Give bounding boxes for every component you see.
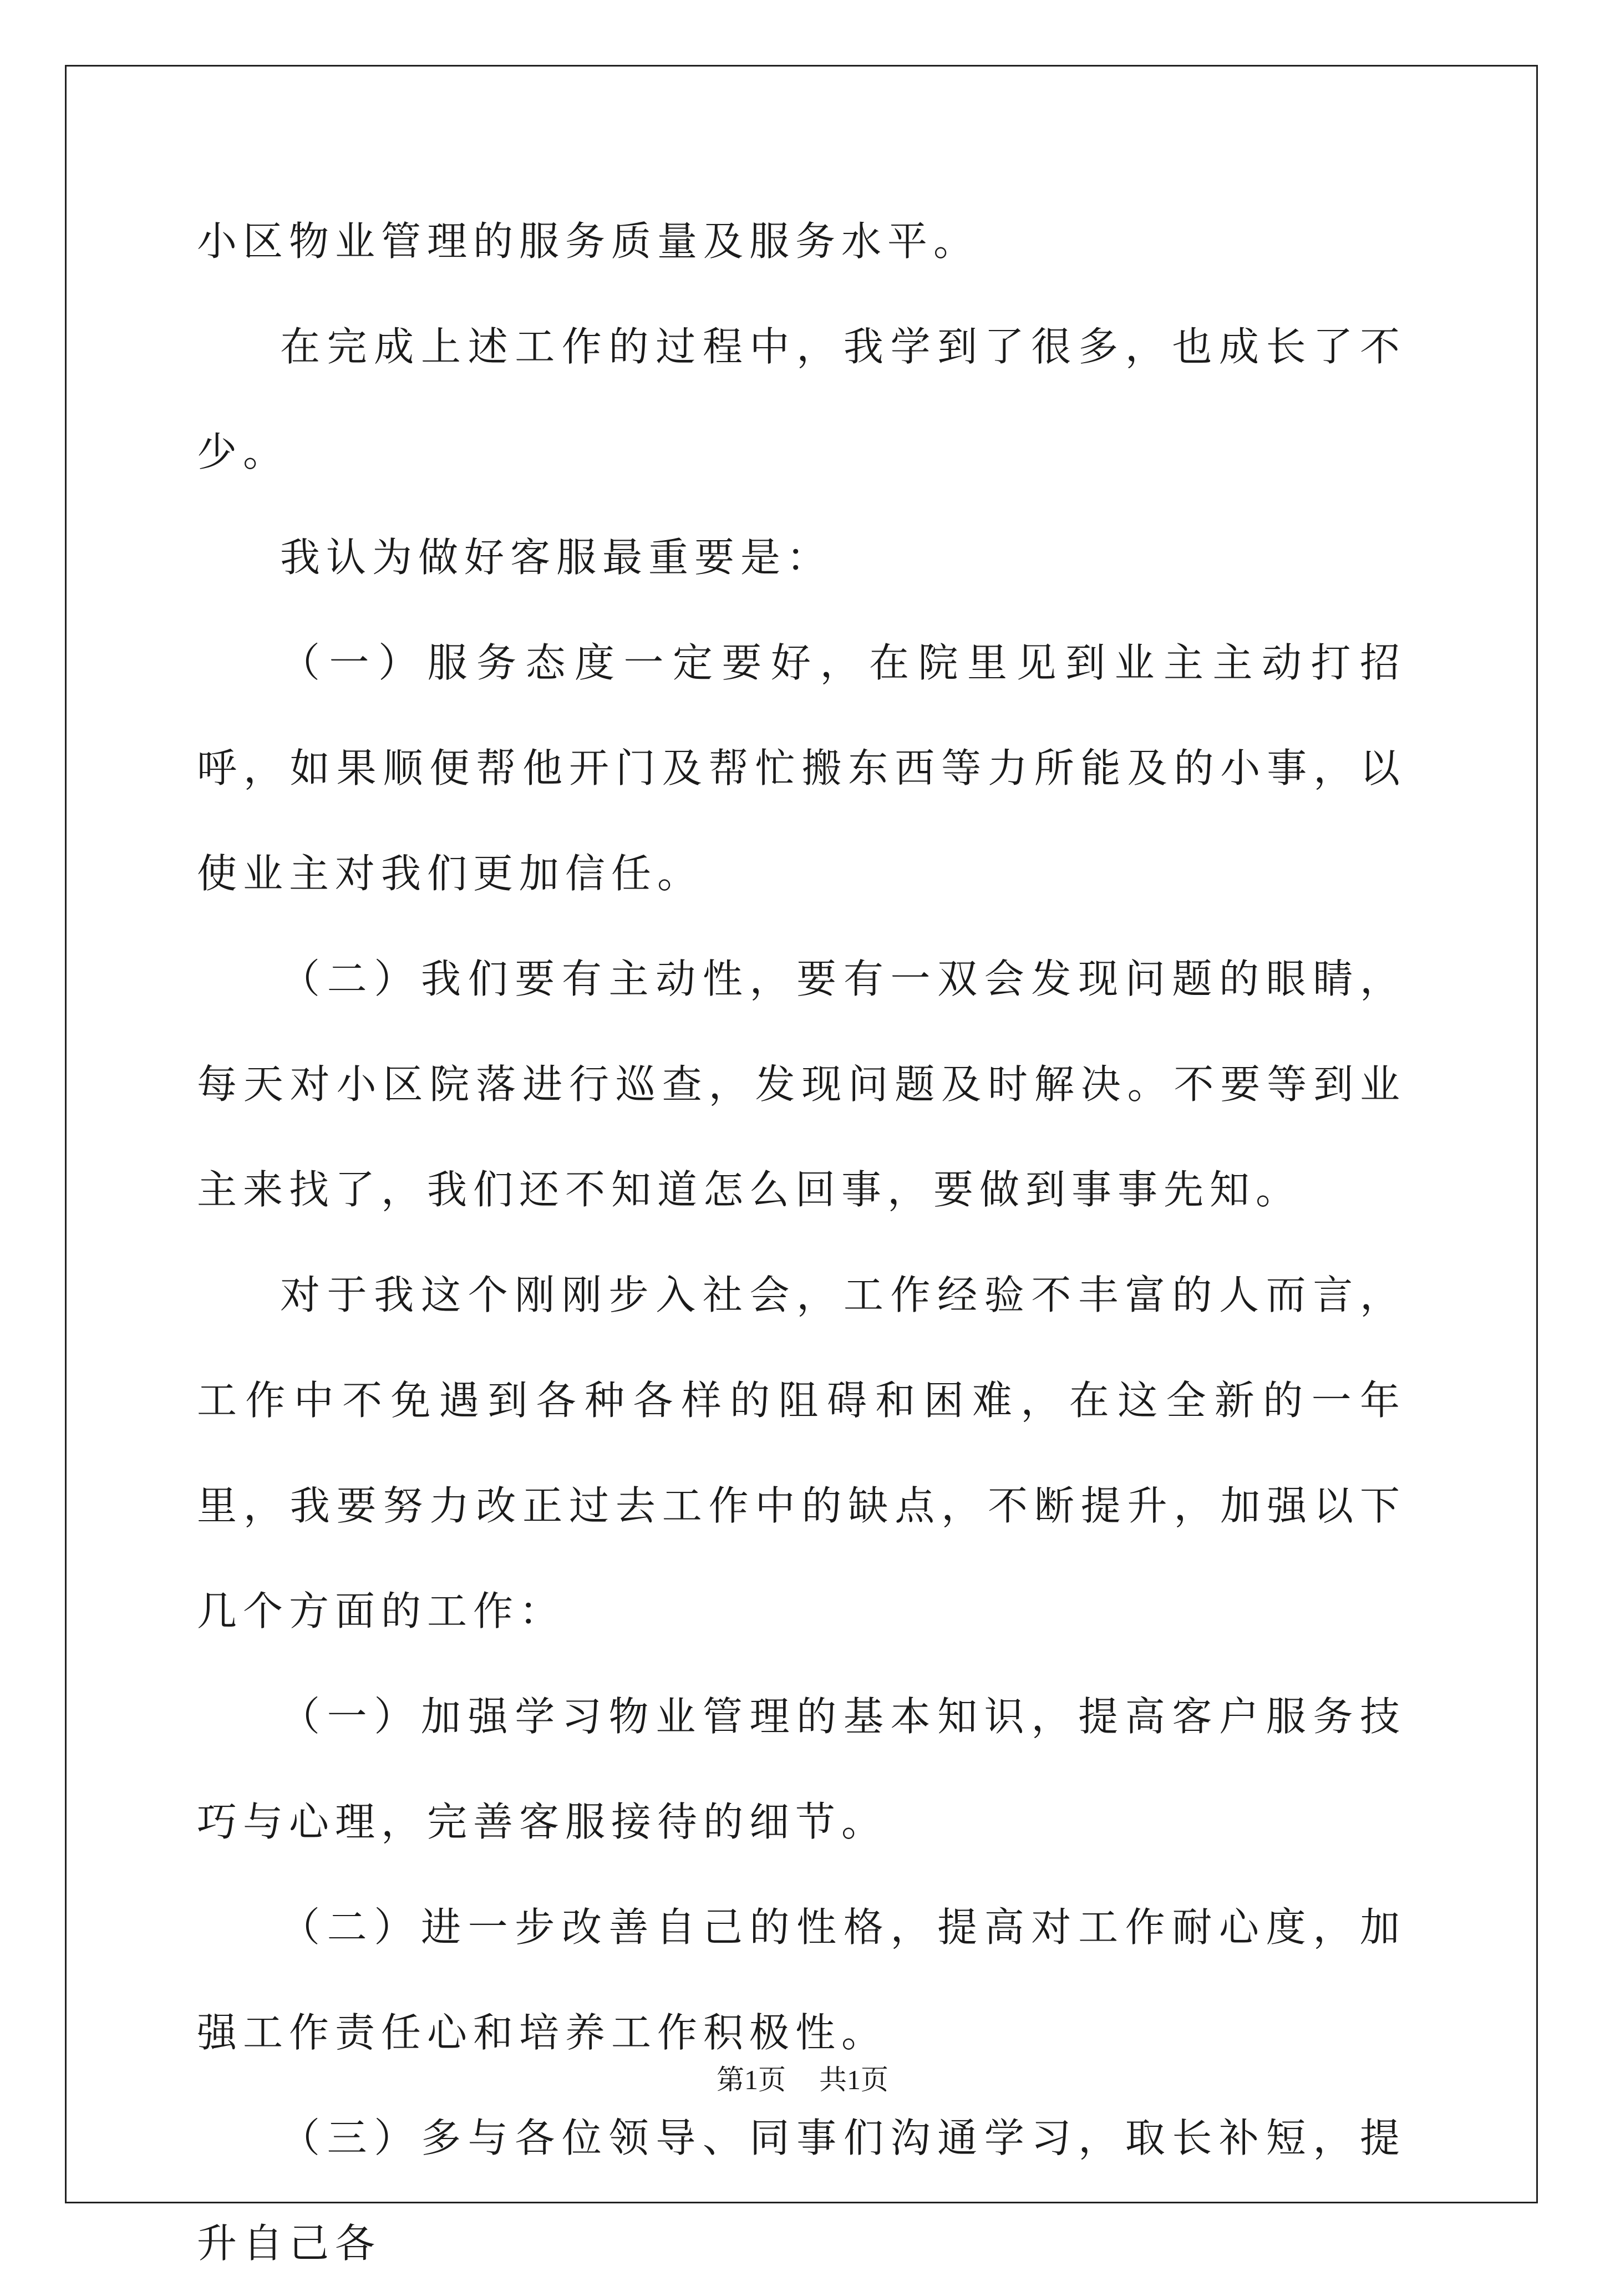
paragraph-9: （三）多与各位领导、同事们沟通学习，取长补短，提升自己各 (197, 2115, 1406, 2267)
paragraph-7: （一）加强学习物业管理的基本知识，提高客户服务技巧与心理，完善客服接待的细节。 (197, 1693, 1406, 1845)
page-footer (0, 2058, 1605, 2097)
page-total: 共1页 (819, 2064, 888, 2095)
page-number: 第1页 (717, 2064, 786, 2095)
paragraph-6: 对于我这个刚刚步入社会，工作经验不丰富的人而言，工作中不免遇到各种各样的阻碍和困难，在这全新的一年里，我要努力改正过去工作中的缺点，不断提升，加强以下几个方面的工作： (197, 1272, 1406, 1634)
paragraph-2: 在完成上述工作的过程中，我学到了很多，也成长了不少。 (197, 323, 1406, 475)
paragraph-8: （二）进一步改善自己的性格，提高对工作耐心度，加强工作责任心和培养工作积极性。 (197, 1904, 1406, 2056)
paragraph-5: （二）我们要有主动性，要有一双会发现问题的眼睛，每天对小区院落进行巡查，发现问题及时解决。不要等到业主来找了，我们还不知道怎么回事，要做到事事先知。 (197, 956, 1406, 1213)
paragraph-1: 小区物业管理的服务质量及服务水平。 (197, 218, 980, 265)
paragraph-4: （一）服务态度一定要好，在院里见到业主主动打招呼，如果顺便帮他开门及帮忙搬东西等力所能及的小事，以使业主对我们更加信任。 (197, 639, 1406, 897)
paragraph-3: 我认为做好客服最重要是： (280, 534, 833, 581)
document-body (197, 189, 1406, 2296)
